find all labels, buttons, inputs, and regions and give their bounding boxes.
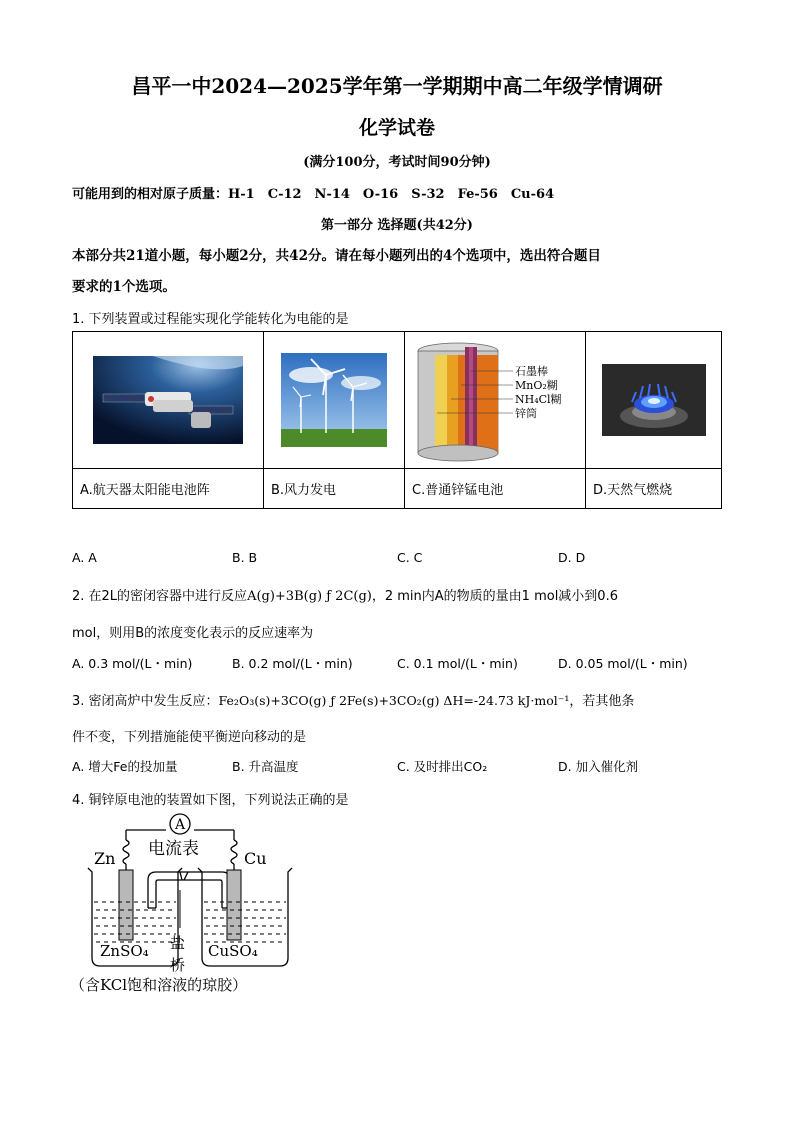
subject-title: 化学试卷 (358, 117, 435, 139)
instructions-line-2: 要求的1个选项。 (72, 279, 176, 295)
exam-title: 昌平一中2024—2025学年第一学期期中高二年级学情调研 (131, 74, 663, 98)
salt-bridge-label-2: 桥 (170, 956, 186, 974)
q3-choice-c[interactable]: C. 及时排出CO₂ (397, 759, 488, 774)
q1-cell-d-image (586, 332, 722, 469)
q1-choice-a[interactable]: A. A (72, 550, 97, 565)
znso4-label: ZnSO₄ (100, 942, 149, 960)
q1-label-a: A.航天器太阳能电池阵 (73, 469, 264, 509)
q2-stem-line-1 (72, 585, 618, 604)
q1-choice-c[interactable]: C. C (397, 550, 423, 565)
exam-meta: (满分100分，考试时间90分钟) (303, 155, 491, 170)
q1-choice-b[interactable]: B. B (232, 550, 258, 565)
wind-turbine-image (281, 353, 387, 447)
q3-stem-a: 3. 密闭高炉中发生反应： (72, 694, 219, 709)
ammeter-symbol: A (175, 817, 186, 833)
atomic-masses: 可能用到的相对原子质量：H-1 C-12 N-14 O-16 S-32 Fe-56 Cu-64 (72, 187, 555, 202)
q3-equation: Fe₂O₃(s)+3CO(g) ƒ 2Fe(s)+3CO₂(g) ΔH=-24.73 kJ·mol⁻¹ (218, 693, 570, 708)
q3-stem-b: ，若其他条 (569, 694, 635, 709)
copper-zinc-cell-diagram (66, 810, 306, 1000)
cu-electrode-label: Cu (244, 849, 267, 868)
battery-label-zinc: 锌筒 (515, 407, 537, 420)
q1-label-d: D.天然气燃烧 (586, 469, 722, 509)
gas-flame-image (602, 364, 706, 436)
q3-stem-line-2: 件不变，下列措施能使平衡逆向移动的是 (72, 730, 307, 745)
q2-choice-c[interactable]: C. 0.1 mol/(L・min) (397, 656, 518, 671)
salt-bridge-caption: （含KCl饱和溶液的琼胶） (70, 976, 248, 994)
q4-stem: 4. 铜锌原电池的装置如下图，下列说法正确的是 (72, 793, 349, 808)
q1-label-b: B.风力发电 (264, 469, 405, 509)
q3-choice-b[interactable]: B. 升高温度 (232, 759, 299, 774)
q1-choice-d[interactable]: D. D (558, 550, 586, 565)
ammeter-label: 电流表 (148, 839, 199, 859)
spacecraft-image (93, 356, 243, 444)
q2-choice-a[interactable]: A. 0.3 mol/(L・min) (72, 656, 193, 671)
q2-stem-a: 2. 在2L的密闭容器中进行反应 (72, 589, 248, 604)
instructions-line-1: 本部分共21道小题，每小题2分，共42分。请在每小题列出的4个选项中，选出符合题目 (72, 248, 601, 264)
part-title: 第一部分 选择题(共42分) (321, 218, 473, 233)
q3-choice-a[interactable]: A. 增大Fe的投加量 (72, 759, 178, 774)
q1-cell-c-image (405, 332, 586, 469)
q3-choice-d[interactable]: D. 加入催化剂 (558, 759, 639, 774)
q3-stem-line-1 (72, 690, 634, 709)
battery-label-nh4cl: NH₄Cl糊 (515, 393, 562, 406)
cuso4-label: CuSO₄ (208, 942, 258, 960)
q1-options-table (72, 331, 722, 509)
q2-choice-b[interactable]: B. 0.2 mol/(L・min) (232, 656, 353, 671)
q1-cell-b-image (264, 332, 405, 469)
q2-choice-d[interactable]: D. 0.05 mol/(L・min) (558, 656, 688, 671)
zinc-manganese-battery-diagram (413, 337, 583, 463)
q2-stem-line-2: mol，则用B的浓度变化表示的反应速率为 (72, 626, 314, 641)
q1-label-c: C.普通锌锰电池 (405, 469, 586, 509)
q1-stem: 1. 下列装置或过程能实现化学能转化为电能的是 (72, 312, 349, 327)
q1-cell-a-image (73, 332, 264, 469)
battery-label-mno2: MnO₂糊 (515, 379, 558, 392)
q2-equation: A(g)+3B(g) ƒ 2C(g) (247, 589, 372, 604)
battery-label-graphite: 石墨棒 (515, 365, 548, 378)
q2-stem-b: ，2 min内A的物质的量由1 mol减小到0.6 (371, 589, 618, 604)
zn-electrode-label: Zn (94, 849, 116, 868)
salt-bridge-label-1: 盐 (170, 934, 186, 952)
